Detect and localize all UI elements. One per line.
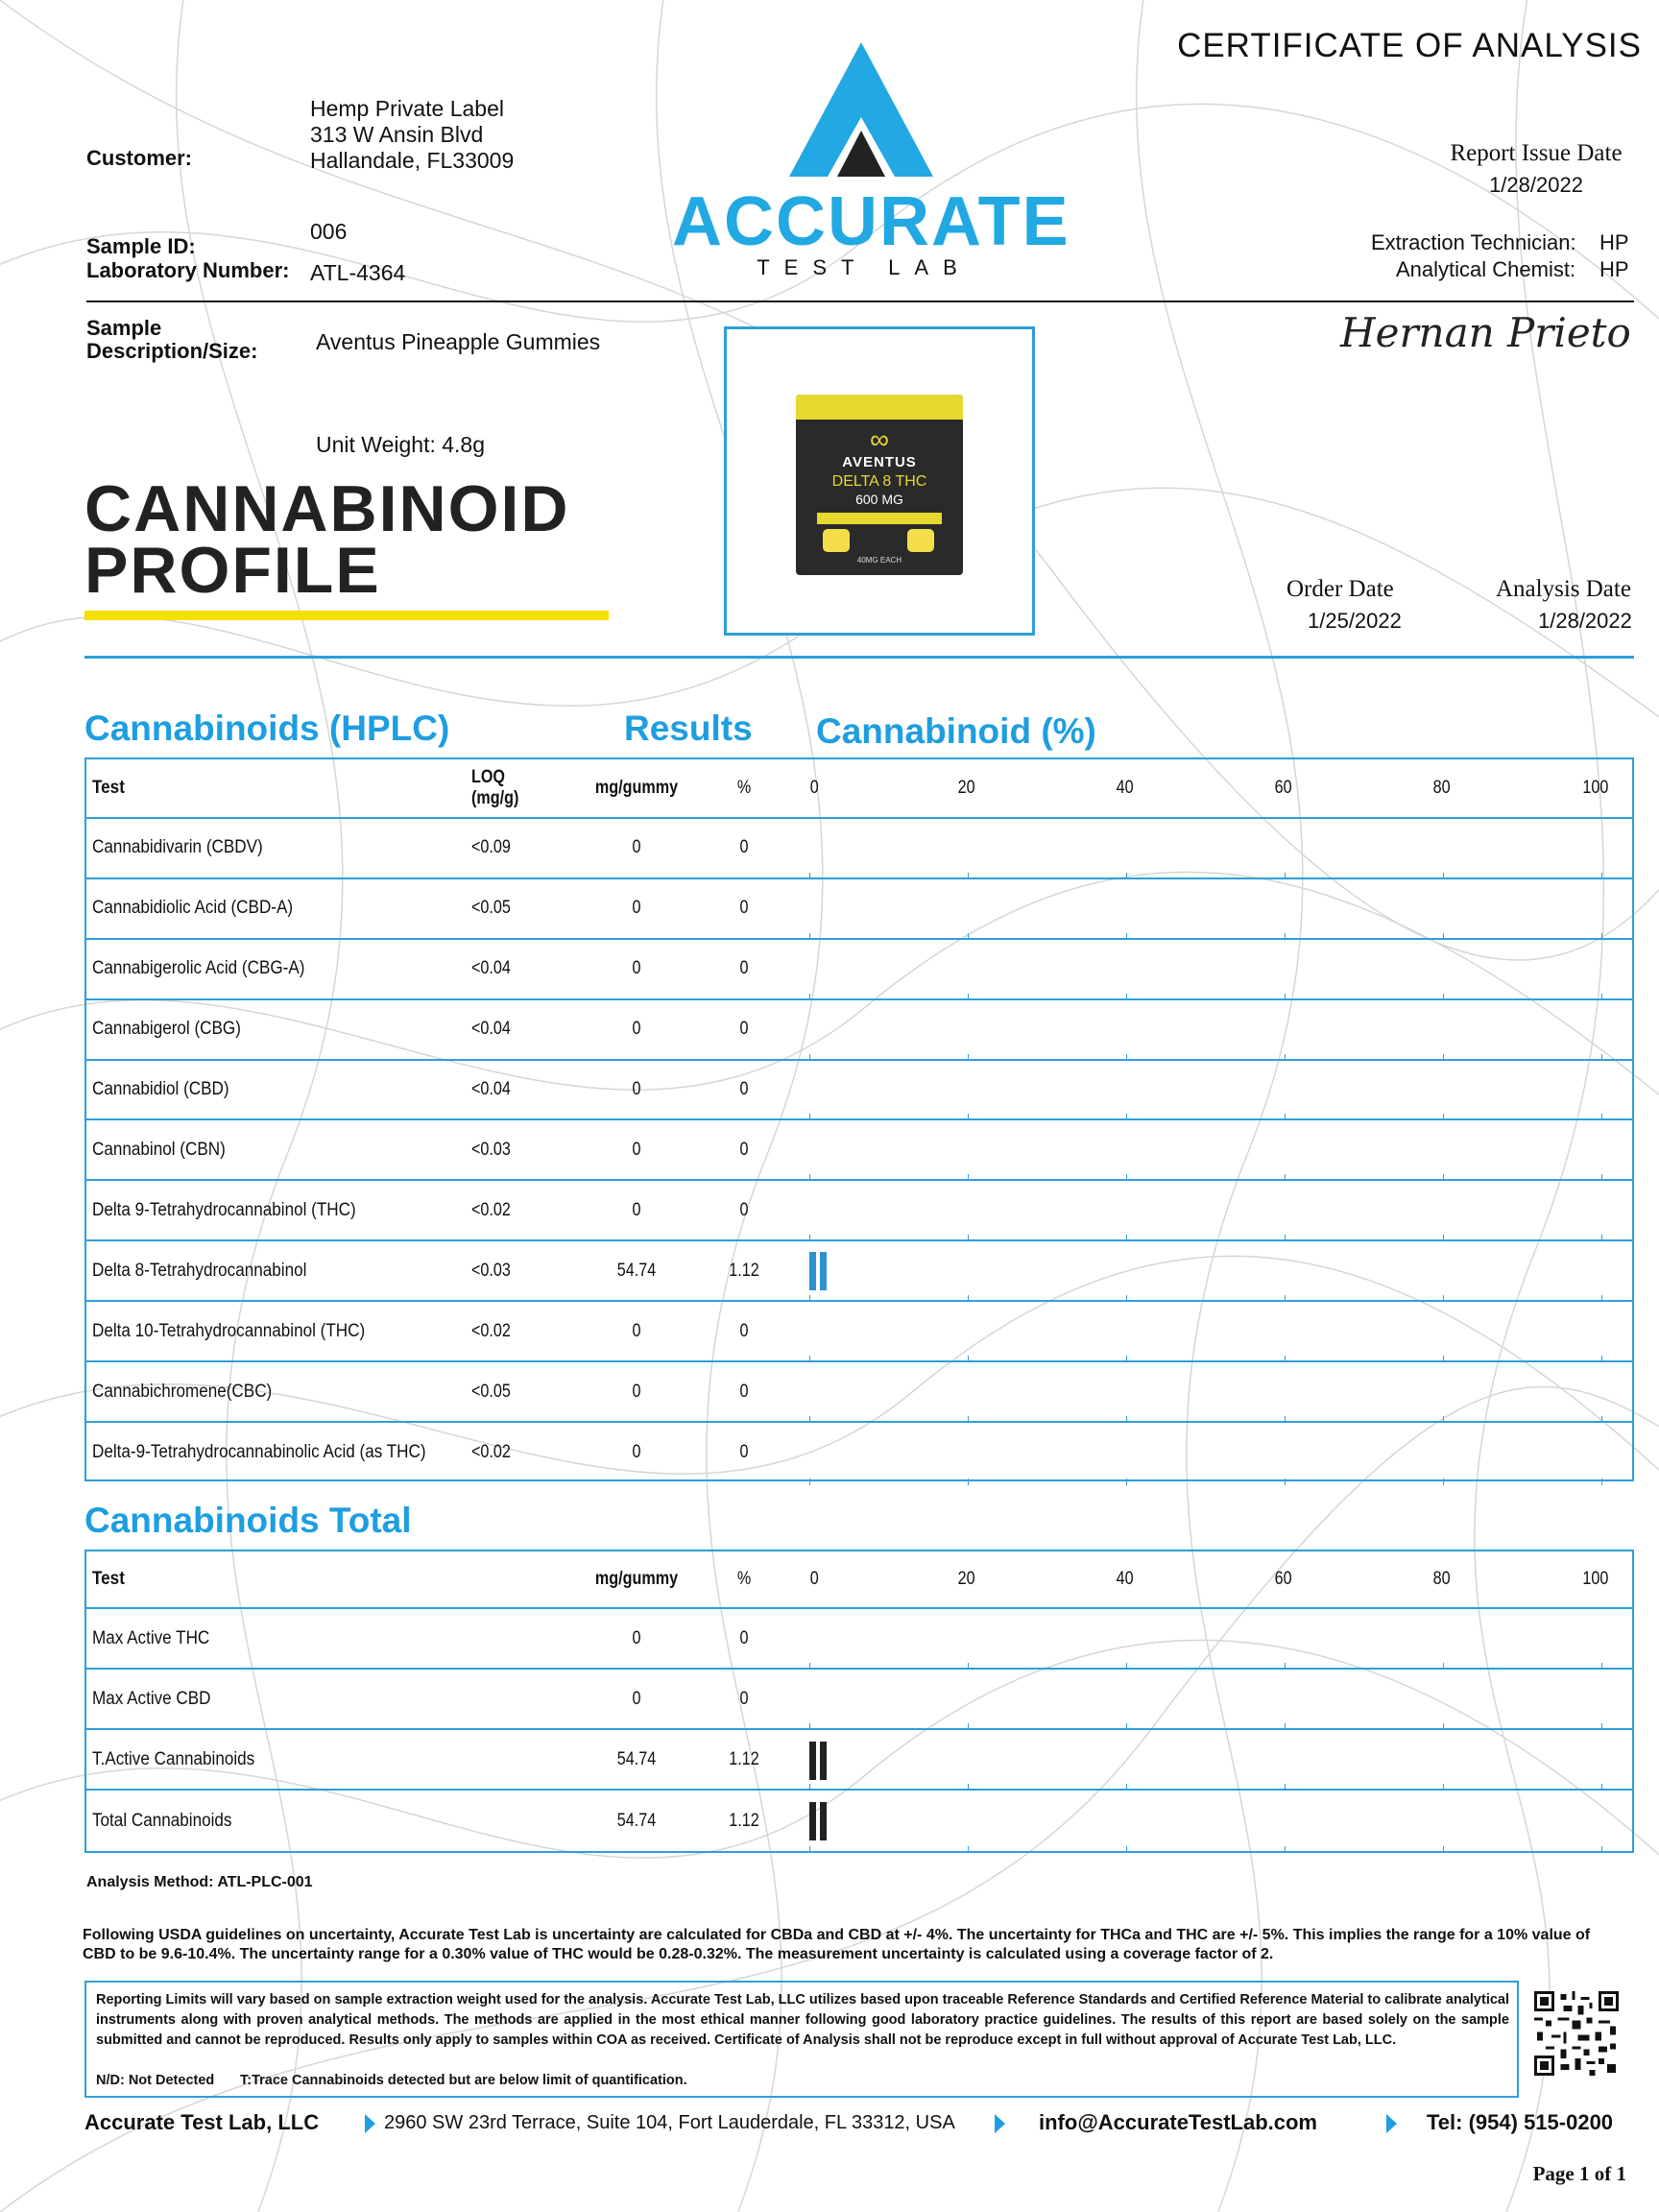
axis-tick	[1126, 994, 1127, 1000]
row-test-name: T.Active Cannabinoids	[92, 1748, 255, 1769]
axis-tick	[1601, 1114, 1602, 1120]
axis-tick	[1285, 873, 1286, 879]
axis-tick	[1285, 1174, 1286, 1181]
axis-tick	[809, 1416, 810, 1423]
lab-number-label: Laboratory Number:	[86, 258, 290, 282]
footer-phone: Tel: (954) 515-0200	[1427, 2110, 1614, 2134]
axis-tick	[1285, 1784, 1286, 1791]
header-pct: %	[736, 1569, 752, 1589]
gummy-package-image	[796, 395, 963, 575]
axis-tick	[1285, 1846, 1286, 1853]
package-amount: 600 MG	[855, 492, 903, 507]
chart-bar	[809, 1252, 829, 1290]
table-row	[86, 1423, 1632, 1483]
axis-tick	[1285, 1054, 1286, 1061]
axis-tick-label: 100	[1582, 1569, 1609, 1589]
row-mg: 0	[632, 1688, 641, 1709]
package-brand: AVENTUS	[842, 454, 917, 470]
sample-description-label	[86, 317, 257, 363]
header-mg: mg/gummy	[594, 1569, 679, 1589]
axis-tick	[1126, 1416, 1127, 1423]
axis-tick	[968, 1846, 969, 1853]
section-divider	[84, 656, 1634, 659]
row-pct: 1.12	[729, 1260, 759, 1281]
chemist-value: HP	[1599, 257, 1629, 281]
row-pct: 0	[739, 1688, 749, 1709]
row-test-name: Cannabigerolic Acid (CBG-A)	[92, 958, 305, 979]
axis-tick	[809, 1356, 810, 1362]
table-row	[86, 1061, 1632, 1121]
chart-bar	[809, 1802, 829, 1840]
axis-tick-label: 20	[957, 778, 975, 798]
axis-tick	[968, 1479, 969, 1485]
row-loq: <0.02	[471, 1320, 511, 1341]
axis-tick-label: 0	[809, 1569, 819, 1589]
axis-tick-label: 40	[1116, 1569, 1134, 1589]
sample-label-line: Sample	[86, 316, 162, 340]
axis-tick	[968, 1174, 969, 1181]
row-test-name: Cannabidiolic Acid (CBD-A)	[92, 898, 294, 919]
row-pct: 0	[739, 1139, 749, 1160]
axis-tick	[1443, 873, 1444, 879]
axis-tick	[968, 933, 969, 940]
row-mg: 0	[632, 1139, 641, 1160]
axis-tick	[1443, 1416, 1444, 1423]
row-mg: 0	[632, 1381, 641, 1402]
chart-bar	[809, 1742, 829, 1780]
axis-tick	[1601, 1416, 1602, 1423]
table-row	[86, 1791, 1632, 1851]
axis-tick	[1601, 1784, 1602, 1791]
row-test-name: Cannabigerol (CBG)	[92, 1019, 241, 1040]
row-test-name: Cannabinol (CBN)	[92, 1139, 226, 1160]
order-date: 1/25/2022	[1308, 609, 1402, 633]
header-mg: mg/gummy	[594, 778, 679, 798]
axis-tick-label: 60	[1274, 1569, 1292, 1589]
row-mg: 54.74	[616, 1260, 657, 1281]
axis-tick	[1126, 1114, 1127, 1120]
axis-tick	[1601, 1295, 1602, 1302]
axis-tick	[968, 1663, 969, 1670]
row-loq: <0.05	[471, 1381, 511, 1402]
axis-tick	[1126, 873, 1127, 879]
row-test-name: Total Cannabinoids	[92, 1810, 232, 1831]
axis-tick	[1126, 1174, 1127, 1181]
axis-tick	[1443, 933, 1444, 940]
row-mg: 54.74	[616, 1748, 657, 1769]
axis-tick	[809, 1846, 810, 1853]
analysis-date-label: Analysis Date	[1496, 576, 1631, 602]
axis-tick-label: 40	[1116, 778, 1134, 798]
row-mg: 0	[632, 1199, 641, 1220]
axis-tick	[1601, 1479, 1602, 1485]
row-loq: <0.04	[471, 1079, 511, 1100]
table-header-row	[86, 759, 1632, 819]
axis-tick	[1126, 1479, 1127, 1485]
axis-tick	[809, 1295, 810, 1302]
axis-tick	[1443, 1784, 1444, 1791]
analysis-method: Analysis Method: ATL-PLC-001	[86, 1874, 313, 1890]
row-test-name: Max Active CBD	[92, 1688, 211, 1709]
axis-tick	[1601, 873, 1602, 879]
axis-tick-label: 60	[1274, 778, 1292, 798]
row-mg: 0	[632, 898, 641, 919]
axis-tick	[809, 1663, 810, 1670]
table-row	[86, 1730, 1632, 1791]
uncertainty-note: Following USDA guidelines on uncertainty, Accurate Test Lab is uncertainty are calculated for CBDa and CBD at +/- 4%. The uncertainty for THCa and THC are +/- 5%. This implies the range for a 10% value of CBD to be 9.6-10.4%. The uncertainty range for a 0.30% value of THC would be 0.28-0.32%. The measurement uncertainty is calculated using a coverage factor of 2.	[83, 1927, 1591, 1962]
table-row	[86, 1121, 1632, 1182]
nd-note: N/D: Not Detected	[96, 2073, 215, 2088]
row-test-name: Delta 9-Tetrahydrocannabinol (THC)	[92, 1199, 356, 1220]
axis-tick	[809, 994, 810, 1000]
report-issue-label: Report Issue Date	[1450, 140, 1623, 166]
axis-tick	[809, 1114, 810, 1120]
axis-tick	[968, 1114, 969, 1120]
row-test-name: Cannabidivarin (CBDV)	[92, 837, 263, 858]
row-mg: 0	[632, 837, 641, 858]
axis-tick	[1285, 1416, 1286, 1423]
axis-tick	[1601, 1174, 1602, 1181]
row-pct: 0	[739, 1442, 749, 1463]
table-row	[86, 1609, 1632, 1670]
axis-tick	[1126, 1054, 1127, 1061]
axis-tick	[1601, 1723, 1602, 1730]
analysis-date: 1/28/2022	[1538, 609, 1632, 633]
row-pct: 0	[739, 837, 749, 858]
logo-wordmark: ACCURATE	[672, 183, 1070, 260]
row-mg: 54.74	[616, 1810, 657, 1831]
gummy-shape	[907, 529, 934, 552]
row-loq: <0.04	[471, 1019, 511, 1040]
hplc-results-table	[84, 757, 1634, 1481]
axis-tick	[1126, 1846, 1127, 1853]
package-product: DELTA 8 THC	[831, 473, 927, 490]
axis-tick	[1285, 994, 1286, 1000]
row-loq: <0.02	[471, 1199, 511, 1220]
customer-line: Hemp Private Label	[310, 96, 504, 121]
row-pct: 1.12	[729, 1748, 759, 1769]
axis-tick	[809, 873, 810, 879]
row-mg: 0	[632, 1320, 641, 1341]
page-number: Page 1 of 1	[1532, 2162, 1626, 2185]
axis-tick	[809, 1723, 810, 1730]
row-mg: 0	[632, 1627, 641, 1648]
row-loq: <0.03	[471, 1139, 511, 1160]
axis-tick	[1285, 1295, 1286, 1302]
header-test: Test	[92, 778, 125, 798]
table-header-row	[86, 1551, 1632, 1609]
row-pct: 0	[739, 1381, 749, 1402]
axis-tick	[1285, 1663, 1286, 1670]
axis-tick	[1285, 1479, 1286, 1485]
axis-tick	[1443, 1846, 1444, 1853]
row-mg: 0	[632, 1079, 641, 1100]
axis-tick	[1601, 1663, 1602, 1670]
sample-description: Aventus Pineapple Gummies	[316, 329, 601, 354]
axis-tick	[1443, 1114, 1444, 1120]
axis-tick	[968, 1054, 969, 1061]
axis-tick	[809, 1784, 810, 1791]
axis-tick	[1443, 1295, 1444, 1302]
axis-tick	[809, 1479, 810, 1485]
row-pct: 0	[739, 1199, 749, 1220]
axis-tick	[1285, 1723, 1286, 1730]
row-test-name: Cannabichromene(CBC)	[92, 1381, 273, 1402]
reporting-note: Reporting Limits will vary based on sample extraction weight used for the analysis. Accurate Test Lab, LLC utilizes based upon traceable Reference Standards and Certified Reference Material to calibrate analytical instruments along with proven analytical methods. The methods are applied in the most ethical manner following good laboratory practice guidelines. The results of this report are based solely on the sample submitted and cannot be reproduced. Results only apply to samples within COA as received. Certificate of Analysis shall not be reproduce except in full without approval of Accurate Test Lab, LLC.	[96, 1992, 1509, 2048]
customer-line: 313 W Ansin Blvd	[310, 122, 484, 147]
results-heading: Results	[624, 709, 753, 748]
customer-address	[310, 96, 514, 174]
axis-tick-label: 20	[957, 1569, 975, 1589]
percent-heading: Cannabinoid (%)	[816, 711, 1096, 751]
row-pct: 1.12	[729, 1810, 759, 1831]
row-pct: 0	[739, 958, 749, 979]
footer-company: Accurate Test Lab, LLC	[84, 2110, 320, 2134]
infinity-icon: ∞	[870, 424, 889, 454]
row-test-name: Cannabidiol (CBD)	[92, 1079, 229, 1100]
signature: Hernan Prieto	[1340, 309, 1631, 356]
axis-tick	[809, 933, 810, 940]
sample-photo	[724, 326, 1035, 636]
axis-tick-label: 0	[809, 778, 819, 798]
lab-number-value: ATL-4364	[310, 260, 406, 285]
reporting-limits-box	[84, 1981, 1519, 2098]
table-row	[86, 1241, 1632, 1302]
axis-tick	[1443, 1174, 1444, 1181]
axis-tick	[809, 1235, 810, 1241]
axis-tick	[968, 1356, 969, 1362]
sample-id-label: Sample ID:	[86, 234, 196, 258]
row-pct: 0	[739, 1320, 749, 1341]
row-test-name: Max Active THC	[92, 1627, 210, 1648]
axis-tick	[968, 1295, 969, 1302]
arrow-icon	[365, 2114, 375, 2133]
row-pct: 0	[739, 1079, 749, 1100]
table-row	[86, 879, 1632, 940]
axis-tick	[1126, 1663, 1127, 1670]
total-heading: Cannabinoids Total	[84, 1501, 412, 1540]
axis-tick	[1601, 1235, 1602, 1241]
row-pct: 0	[739, 898, 749, 919]
row-loq: <0.05	[471, 898, 511, 919]
axis-tick	[1601, 933, 1602, 940]
unit-weight: Unit Weight: 4.8g	[316, 432, 486, 457]
table-row	[86, 940, 1632, 1000]
table-row	[86, 1302, 1632, 1362]
axis-tick	[1285, 1235, 1286, 1241]
axis-tick	[1126, 1235, 1127, 1241]
row-pct: 0	[739, 1019, 749, 1040]
hplc-heading: Cannabinoids (HPLC)	[84, 709, 450, 748]
table-row	[86, 1670, 1632, 1730]
row-test-name: Delta-9-Tetrahydrocannabinolic Acid (as THC)	[92, 1442, 426, 1463]
axis-tick	[809, 1174, 810, 1181]
header-test: Test	[92, 1569, 125, 1589]
table-row	[86, 1362, 1632, 1423]
header-pct: %	[736, 778, 752, 798]
package-note: 40MG EACH	[856, 556, 902, 565]
sample-id-value: 006	[310, 219, 348, 244]
footer-email-link[interactable]: info@AccurateTestLab.com	[1039, 2110, 1317, 2134]
profile-title-line: PROFILE	[84, 534, 381, 607]
footer-address: 2960 SW 23rd Terrace, Suite 104, Fort Lauderdale, FL 33312, USA	[384, 2112, 955, 2133]
row-mg: 0	[632, 1019, 641, 1040]
customer-line: Hallandale, FL33009	[310, 148, 515, 173]
header-loq: LOQ (mg/g)	[471, 767, 519, 808]
logo-triangle-icon	[789, 42, 933, 177]
axis-tick	[968, 1416, 969, 1423]
extraction-label: Extraction Technician:	[1371, 230, 1576, 254]
axis-tick	[968, 1235, 969, 1241]
table-row	[86, 1000, 1632, 1061]
profile-title-line: CANNABINOID	[84, 472, 570, 545]
axis-tick-label: 80	[1432, 1569, 1451, 1589]
trace-note: T:Trace Cannabinoids detected but are below limit of quantification.	[240, 2073, 687, 2088]
table-row	[86, 1181, 1632, 1241]
axis-tick	[1601, 994, 1602, 1000]
row-mg: 0	[632, 958, 641, 979]
package-top-band	[796, 395, 963, 420]
qr-code-icon[interactable]	[1534, 1991, 1619, 2076]
axis-tick	[1126, 1356, 1127, 1362]
chemist-label: Analytical Chemist:	[1396, 257, 1576, 281]
axis-tick	[1601, 1846, 1602, 1853]
header-divider	[86, 301, 1634, 302]
axis-tick	[968, 873, 969, 879]
axis-tick	[1285, 1356, 1286, 1362]
customer-label: Customer:	[86, 146, 193, 170]
row-loq: <0.04	[471, 958, 511, 979]
document-title: CERTIFICATE OF ANALYSIS	[1177, 27, 1642, 64]
package-flavor-band	[817, 513, 942, 524]
extraction-value: HP	[1599, 230, 1629, 254]
row-loq: <0.03	[471, 1260, 511, 1281]
row-pct: 0	[739, 1627, 749, 1648]
title-underline	[84, 611, 609, 620]
axis-tick	[1126, 1723, 1127, 1730]
axis-tick	[1126, 1784, 1127, 1791]
logo-subtitle: TEST LAB	[757, 255, 972, 279]
sample-id-labels	[86, 234, 289, 282]
axis-tick	[968, 1723, 969, 1730]
totals-results-table	[84, 1550, 1634, 1853]
sample-label-line: Description/Size:	[86, 339, 258, 363]
row-test-name: Delta 8-Tetrahydrocannabinol	[92, 1260, 307, 1281]
axis-tick	[968, 994, 969, 1000]
axis-tick-label: 80	[1432, 778, 1451, 798]
axis-tick	[1601, 1054, 1602, 1061]
axis-tick	[809, 1054, 810, 1061]
table-row	[86, 819, 1632, 879]
axis-tick	[968, 1784, 969, 1791]
axis-tick-label: 100	[1582, 778, 1609, 798]
axis-tick	[1443, 1723, 1444, 1730]
row-mg: 0	[632, 1442, 641, 1463]
axis-tick	[1126, 933, 1127, 940]
arrow-icon	[1386, 2114, 1397, 2133]
axis-tick	[1126, 1295, 1127, 1302]
row-loq: <0.09	[471, 837, 511, 858]
axis-tick	[1285, 1114, 1286, 1120]
row-test-name: Delta 10-Tetrahydrocannabinol (THC)	[92, 1320, 366, 1341]
report-issue-date: 1/28/2022	[1489, 173, 1583, 197]
axis-tick	[1443, 1479, 1444, 1485]
axis-tick	[1443, 1356, 1444, 1362]
profile-title	[84, 472, 570, 607]
axis-tick	[1601, 1356, 1602, 1362]
order-date-label: Order Date	[1286, 576, 1394, 602]
axis-tick	[1443, 1663, 1444, 1670]
row-loq: <0.02	[471, 1442, 511, 1463]
axis-tick	[1285, 933, 1286, 940]
axis-tick	[1443, 1054, 1444, 1061]
axis-tick	[1443, 1235, 1444, 1241]
axis-tick	[1443, 994, 1444, 1000]
arrow-icon	[995, 2114, 1005, 2133]
gummy-shape	[823, 529, 850, 552]
